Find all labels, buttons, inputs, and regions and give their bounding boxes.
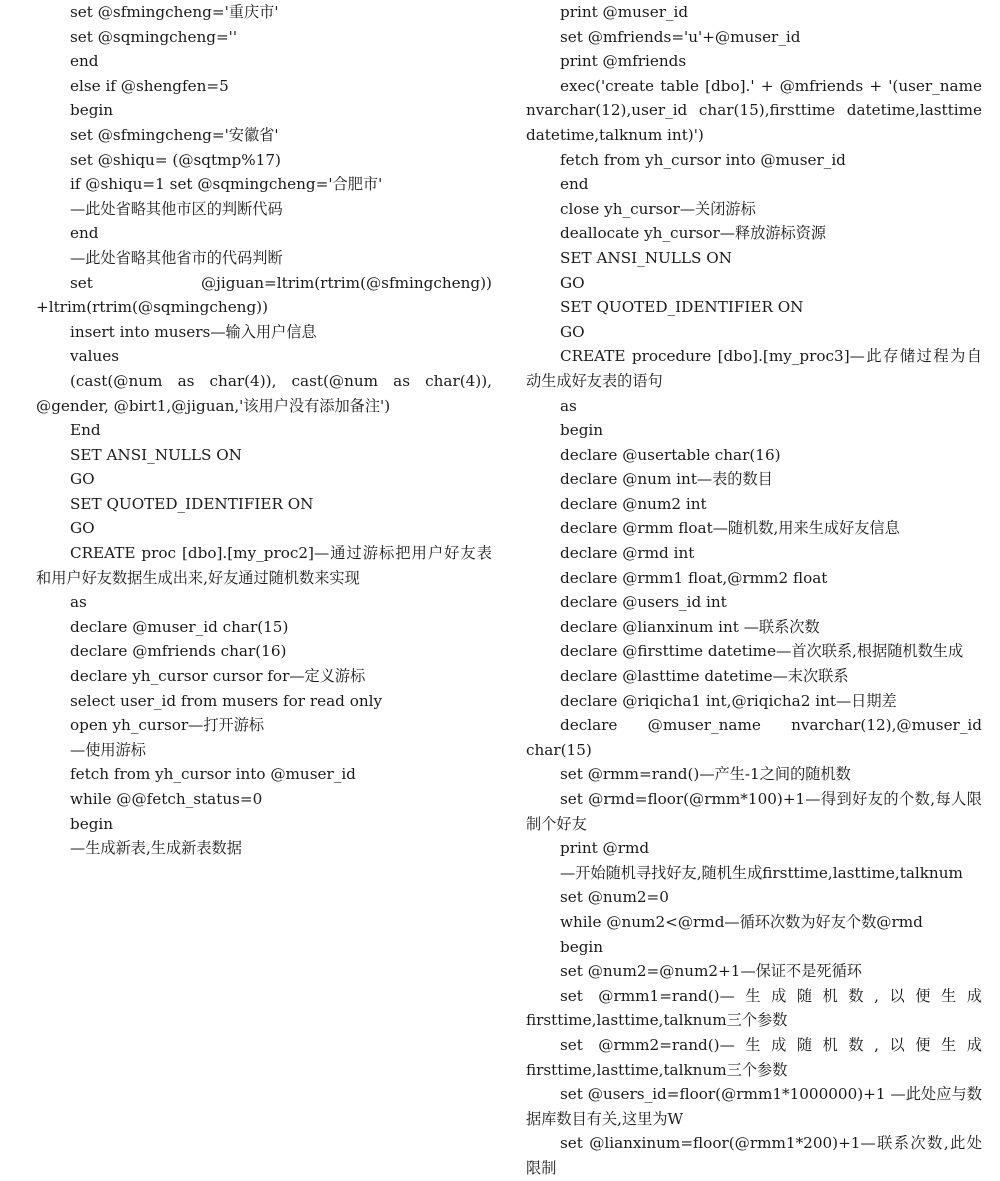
- code-line: else if @shengfen=5: [70, 76, 229, 95]
- code-line: GO: [560, 322, 585, 341]
- code-line: SET QUOTED_IDENTIFIER ON: [70, 494, 314, 513]
- code-line: print @muser_id: [560, 3, 689, 21]
- code-line: (cast(@num as char(4)), cast(@num as char(4)), @gender, @birt1,@jiguan,'该用户没有添加备注'): [36, 371, 492, 415]
- code-line: fetch from yh_cursor into @muser_id: [560, 150, 846, 169]
- code-line: CREATE procedure [dbo].[my_proc3]—此存储过程为自动生成好友表的语句: [526, 347, 982, 390]
- code-line: declare @mfriends char(16): [70, 642, 287, 661]
- code-line: declare @muser_id char(15): [70, 617, 289, 636]
- code-line: fetch from yh_cursor into @muser_id: [70, 765, 356, 784]
- code-line: set @sfmingcheng='安徽省': [70, 125, 279, 144]
- left-code-column: [36, 0, 492, 861]
- code-line: set @rmm1=rand()—生成随机数,以便生成 firsttime,lasttime,talknum三个参数: [526, 986, 982, 1030]
- code-line: declare yh_cursor cursor for—定义游标: [70, 667, 366, 686]
- code-line: —使用游标: [70, 740, 146, 759]
- code-line: end: [70, 224, 99, 243]
- code-line: declare @rmd int: [560, 544, 695, 563]
- code-line: GO: [70, 470, 95, 489]
- code-line: insert into musers—输入用户信息: [70, 322, 317, 341]
- code-line: —此处省略其他省市的代码判断: [70, 248, 283, 267]
- code-line: set @users_id=floor(@rmm1*1000000)+1 —此处应与数据库数目有关,这里为W: [526, 1085, 982, 1128]
- code-line: CREATE proc [dbo].[my_proc2]—通过游标把用户好友表和用户好友数据生成出来,好友通过随机数来实现: [36, 544, 492, 587]
- code-line: SET QUOTED_IDENTIFIER ON: [560, 298, 804, 317]
- code-line: set @rmd=floor(@rmm*100)+1—得到好友的个数,每人限制个好友: [526, 790, 982, 833]
- code-line: SET ANSI_NULLS ON: [70, 445, 242, 464]
- code-line: —开始随机寻找好友,随机生成firsttime,lasttime,talknum: [560, 863, 963, 882]
- code-line: set @num2=0: [560, 888, 669, 907]
- code-line: declare @muser_name nvarchar(12),@muser_id char(15): [526, 716, 982, 759]
- code-line: —此处省略其他市区的判断代码: [70, 199, 283, 218]
- code-line: open yh_cursor—打开游标: [70, 716, 265, 735]
- code-line: end: [560, 175, 589, 194]
- code-line: set @num2=@num2+1—保证不是死循环: [560, 962, 862, 981]
- code-line: values: [70, 347, 120, 366]
- code-line: select user_id from musers for read only: [70, 691, 383, 710]
- code-line: —生成新表,生成新表数据: [70, 839, 242, 858]
- code-line: declare @users_id int: [560, 593, 727, 612]
- code-line: declare @rmm1 float,@rmm2 float: [560, 568, 828, 587]
- code-line: declare @lasttime datetime—末次联系: [560, 667, 849, 686]
- code-line: GO: [560, 273, 585, 292]
- code-line: as: [560, 396, 577, 415]
- code-line: set @shiqu= (@sqtmp%17): [70, 150, 281, 169]
- code-line: declare @num int—表的数目: [560, 470, 773, 489]
- code-line: declare @firsttime datetime—首次联系,根据随机数生成: [560, 642, 964, 661]
- code-line: print @rmd: [560, 839, 650, 858]
- code-line: declare @riqicha1 int,@riqicha2 int—日期差: [560, 691, 897, 710]
- code-line: set @rmm=rand()—产生-1之间的随机数: [560, 765, 851, 784]
- code-line: begin: [560, 421, 604, 440]
- code-line: deallocate yh_cursor—释放游标资源: [560, 224, 827, 243]
- code-line: begin: [70, 814, 114, 833]
- code-line: SET ANSI_NULLS ON: [560, 248, 732, 267]
- code-line: set @rmm2=rand()—生成随机数,以便生成 firsttime,lasttime,talknum三个参数: [526, 1035, 982, 1079]
- code-line: declare @num2 int: [560, 494, 707, 513]
- code-line: End: [70, 421, 101, 440]
- code-line: begin: [560, 937, 604, 956]
- code-line: declare @usertable char(16): [560, 445, 781, 464]
- code-line: set @jiguan=ltrim(rtrim(@sfmingcheng)) +ltrim(rtrim(@sqmingcheng)): [36, 273, 492, 317]
- code-line: GO: [70, 519, 95, 538]
- code-line: set @lianxinum=floor(@rmm1*200)+1—联系次数,此处限制: [526, 1134, 982, 1177]
- code-line: set @sfmingcheng='重庆市': [70, 3, 279, 21]
- code-line: as: [70, 593, 87, 612]
- code-line: if @shiqu=1 set @sqmingcheng='合肥市': [70, 175, 383, 194]
- code-line: set @sqmingcheng='': [70, 27, 238, 46]
- code-line: declare @lianxinum int —联系次数: [560, 617, 820, 636]
- right-code-column: [526, 0, 982, 1181]
- code-line: declare @rmm float—随机数,用来生成好友信息: [560, 519, 900, 538]
- code-line: set @mfriends='u'+@muser_id: [560, 27, 801, 46]
- code-line: print @mfriends: [560, 52, 687, 71]
- code-line: end: [70, 52, 99, 71]
- code-line: while @@fetch_status=0: [70, 790, 263, 808]
- code-line: close yh_cursor—关闭游标: [560, 199, 756, 218]
- code-line: while @num2<@rmd—循环次数为好友个数@rmd: [560, 912, 923, 931]
- code-line: begin: [70, 101, 114, 120]
- code-line: exec('create table [dbo].' + @mfriends + '(user_name nvarchar(12),user_id char(15),firsttime datetime,lasttime datetime,talknum int)'): [526, 76, 982, 144]
